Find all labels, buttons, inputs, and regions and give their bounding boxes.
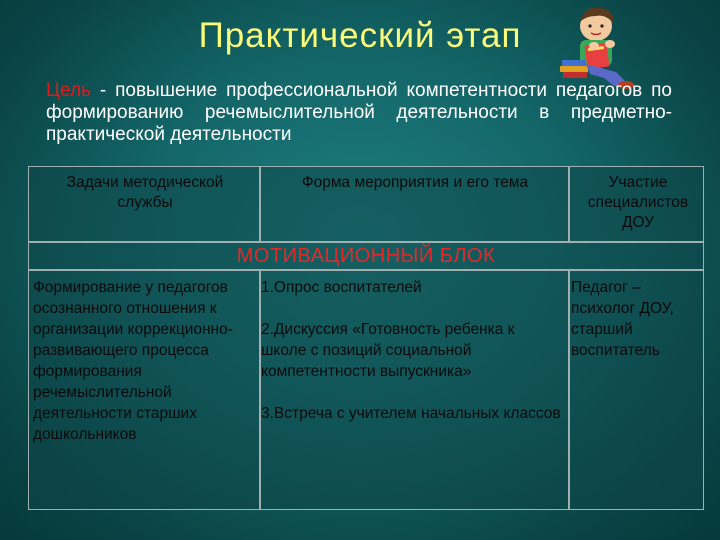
goal-text: - повышение профессиональной компетентности педагогов по формированию речемыслительной деятельности в предметно-практической деятельности: [46, 80, 672, 145]
header-event-form: Форма мероприятия и его тема: [301, 174, 529, 191]
header-tasks: Задачи методической службы: [66, 174, 224, 211]
row-divider: [29, 241, 703, 243]
participants-cell: Педагог – психолог ДОУ, старший воспитатель: [571, 279, 674, 359]
event-item: 1.Опрос воспитателей: [261, 279, 422, 296]
plan-table: [28, 166, 704, 510]
event-item: 2.Дискуссия «Готовность ребенка к школе с позиций социальной компетентности выпускника»: [261, 321, 515, 380]
row-divider: [29, 269, 703, 271]
events-cell: [261, 277, 563, 424]
column-divider: [568, 269, 570, 509]
goal-label: Цель: [46, 80, 91, 101]
event-item: 3.Встреча с учителем начальных классов: [261, 405, 561, 422]
header-participants: Участие специалистов ДОУ: [587, 174, 689, 231]
task-cell: Формирование у педагогов осознанного отношения к организации коррекционно-развивающего процесса формирования речемыслительной деятельности старших дошкольников: [33, 279, 233, 443]
reading-child-illustration: [556, 2, 640, 90]
column-divider: [259, 167, 261, 241]
goal-paragraph: [46, 80, 672, 146]
slide-title: Практический этап: [198, 16, 522, 55]
column-divider: [568, 167, 570, 241]
block-label: МОТИВАЦИОННЫЙ БЛОК: [236, 245, 496, 267]
